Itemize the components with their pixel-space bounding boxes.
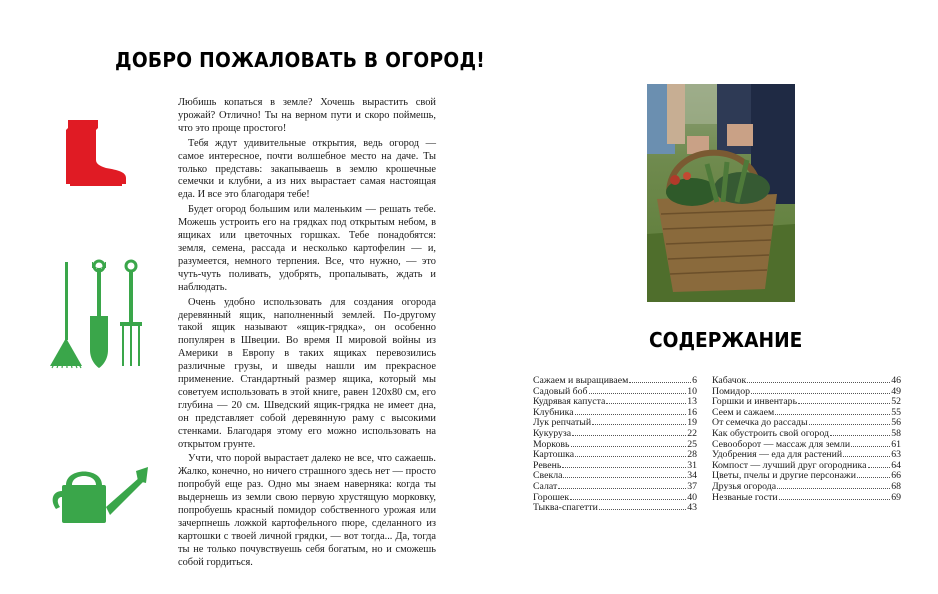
toc-leader-dots: [558, 488, 686, 489]
toc-entry-page: 56: [891, 417, 901, 429]
toc-leader-dots: [751, 393, 890, 394]
toc-entry-page: 66: [891, 470, 901, 482]
toc-entry-title: Удобрения — еда для растений: [712, 449, 843, 461]
toc-entry-page: 34: [687, 470, 697, 482]
toc-leader-dots: [599, 509, 686, 510]
toc-entry: [533, 429, 697, 440]
watering-can-icon: [48, 463, 148, 525]
toc-entry-title: Кудрявая капуста: [533, 396, 606, 408]
toc-entry-title: Горошек: [533, 491, 570, 503]
toc-leader-dots: [571, 446, 687, 447]
toc-entry-title: Лук репчатый: [533, 417, 592, 429]
toc-entry-title: От семечка до рассады: [712, 417, 808, 429]
toc-entry-title: Свекла: [533, 470, 563, 482]
toc-leader-dots: [843, 456, 890, 457]
toc-column-right: [712, 376, 901, 503]
toc-leader-dots: [809, 424, 891, 425]
toc-entry-title: Цветы, пчелы и другие персонажи: [712, 470, 856, 482]
toc-entry-title: Незваные гости: [712, 491, 778, 503]
toc-entry-title: Ревень: [533, 459, 562, 471]
toc-entry-page: 25: [687, 438, 697, 450]
toc-entry-title: Кукуруза: [533, 427, 572, 439]
toc-entry: [533, 482, 697, 493]
toc-entry: [533, 471, 697, 482]
toc-leader-dots: [572, 435, 686, 436]
toc-entry-page: 31: [687, 459, 697, 471]
toc-entry: [712, 493, 901, 504]
toc-entry-page: 61: [891, 438, 901, 450]
toc-entry-page: 64: [891, 459, 901, 471]
toc-entry-title: Горшки и инвентарь: [712, 396, 798, 408]
toc-title: СОДЕРЖАНИЕ: [649, 328, 803, 352]
toc-entry-page: 63: [891, 449, 901, 461]
toc-entry-title: Друзья огорода: [712, 480, 777, 492]
paragraph: Учти, что порой вырастает далеко не все, что сажаешь. Жалко, конечно, но ничего страшного здесь нет — просто попробуй еще раз. Одно мы знаем наверняка: когда ты выдернешь из земли свою первую хрустящую морковку, попробуешь красный помидор собственного урожая или зачерпнешь ложкой картофельного пюре, сделанного из картошки с твоей личной грядки, — вот тогда... Да, тогда ты не только почувствуешь себя богатым, но и сможешь собой гордиться.: [178, 453, 436, 568]
toc-entry-page: 58: [891, 427, 901, 439]
toc-leader-dots: [575, 456, 686, 457]
toc-entry-page: 19: [687, 417, 697, 429]
toc-entry: [533, 376, 697, 387]
toc-leader-dots: [747, 382, 890, 383]
toc-entry-title: Компост — лучший друг огородника: [712, 459, 867, 471]
toc-entry-title: Сажаем и выращиваем: [533, 375, 629, 386]
toc-entry-title: Помидор: [712, 385, 751, 397]
paragraph: Будет огород большим или маленьким — решать тебе. Можешь устроить его на грядках под открытым небом, в ящиках или цветочных горшках. Тебе понадобятся: земля, семена, рассада и несколько картофелин — и, разумеется, немного терпения. Все, что нужно, — это чуть-чуть поливать, удобрять, пропалывать, ждать и наблюдать.: [178, 204, 436, 293]
toc-entry-title: Тыква-спагетти: [533, 502, 598, 514]
toc-entry-page: 22: [687, 427, 697, 439]
toc-entry-page: 28: [687, 449, 697, 461]
page-title: ДОБРО ПОЖАЛОВАТЬ В ОГОРОД!: [115, 48, 486, 72]
toc-entry-title: Клубника: [533, 406, 574, 418]
toc-leader-dots: [775, 414, 890, 415]
toc-entry: [712, 429, 901, 440]
toc-leader-dots: [851, 446, 890, 447]
toc-leader-dots: [830, 435, 890, 436]
toc-leader-dots: [779, 499, 891, 500]
toc-leader-dots: [562, 467, 686, 468]
toc-entry: [533, 503, 697, 514]
rubber-boot-icon: [60, 118, 130, 188]
toc-entry-title: Садовый боб: [533, 385, 588, 397]
toc-entry-title: Морковь: [533, 438, 570, 450]
toc-entry-page: 10: [687, 385, 697, 397]
toc-entry-page: 68: [891, 480, 901, 492]
toc-entry-title: Севооборот — массаж для земли: [712, 438, 851, 450]
toc-entry-title: Как обустроить свой огород: [712, 427, 829, 439]
toc-leader-dots: [777, 488, 890, 489]
toc-entry-page: 6: [692, 375, 697, 386]
toc-entry-page: 46: [891, 375, 901, 386]
toc-entry: [712, 376, 901, 387]
toc-entry-page: 55: [891, 406, 901, 418]
toc-leader-dots: [857, 477, 890, 478]
toc-leader-dots: [592, 424, 686, 425]
toc-entry-title: Сеем и сажаем: [712, 406, 775, 418]
toc-entry-page: 69: [891, 491, 901, 503]
paragraph: Любишь копаться в земле? Хочешь вырастить свой урожай? Отлично! Ты на верном пути и скоро поймешь, что это проще простого!: [178, 97, 436, 134]
right-page: [469, 0, 938, 594]
toc-entry-page: 37: [687, 480, 697, 492]
toc-entry-title: Картошка: [533, 449, 575, 461]
toc-leader-dots: [563, 477, 686, 478]
toc-entry-title: Салат: [533, 480, 558, 492]
toc-entry-page: 40: [687, 491, 697, 503]
toc-leader-dots: [606, 403, 686, 404]
paragraph: Очень удобно использовать для создания огорода деревянный ящик, наполненный землей. По-другому такой ящик называют «ящик-грядка», он особенно популярен в Швеции. Во время II мировой войны из Америки в Европу в таких ящиках перевозились различные грузы, и шведы нашли им прекрасное применение. Стандартный размер ящика, который мы советуем использовать в этой книге, равен 120х80 см, его глубина — 20 см. Шведский ящик-грядка не имеет дна, он представляет собой деревянную раму с высокими стенками. Благодаря этому его можно использовать на открытом грунте.: [178, 296, 436, 450]
toc-leader-dots: [575, 414, 687, 415]
toc-leader-dots: [798, 403, 890, 404]
toc-entry-page: 43: [687, 502, 697, 514]
toc-entry-page: 13: [687, 396, 697, 408]
intro-text: [178, 97, 436, 572]
toc-entry-page: 16: [687, 406, 697, 418]
toc-entry-page: 52: [891, 396, 901, 408]
toc-entry: [712, 482, 901, 493]
toc-entry-title: Кабачок: [712, 375, 747, 386]
toc-entry-page: 49: [891, 385, 901, 397]
basket-photo: [647, 84, 795, 302]
toc-leader-dots: [629, 382, 691, 383]
garden-tools-icon: [46, 258, 146, 370]
toc-leader-dots: [589, 393, 687, 394]
toc-column-left: [533, 376, 697, 514]
toc-leader-dots: [570, 499, 686, 500]
toc-leader-dots: [868, 467, 891, 468]
paragraph: Тебя ждут удивительные открытия, ведь огород — самое интересное, почти волшебное место на даче. Ты только представь: закапываешь в землю крошечные семечки и клубни, а из них вырастает самая настоящая еда. И все это благодаря тебе!: [178, 137, 436, 201]
